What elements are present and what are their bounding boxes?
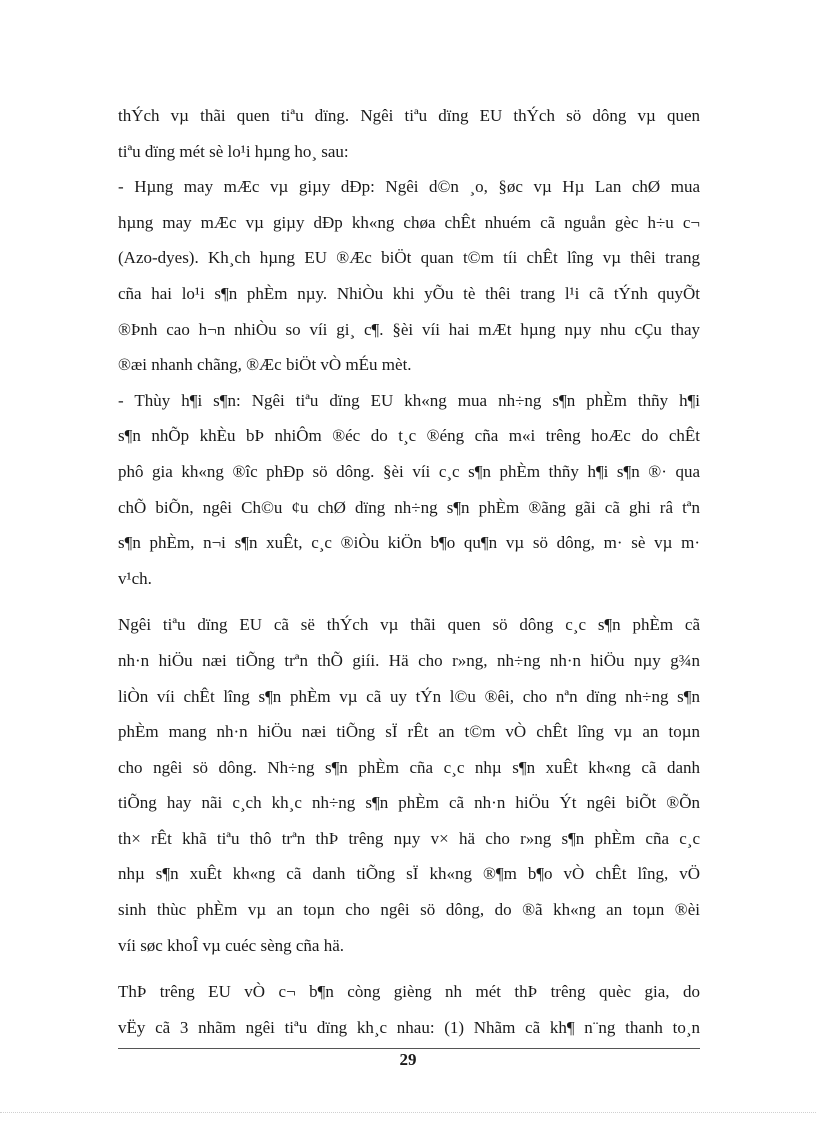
text-line: phô gia kh«ng ®îc phÐp sö dông. §èi víi c¸c s¶n phÈm thñy h¶i s¶n ®· qua <box>118 461 700 481</box>
text-line: chÕ biÕn, ngêi Ch©u ¢u chØ dïng nh÷ng s¶n phÈm ®ãng gãi cã ghi râ tªn <box>118 497 700 517</box>
text-line: - Hµng may mÆc vµ giµy dÐp: Ngêi d©n ¸o, §øc vµ Hµ Lan chØ mua <box>118 177 700 197</box>
text-line: thÝch vµ thãi quen tiªu dïng. Ngêi tiªu dïng EU thÝch sö dông vµ quen <box>118 106 700 125</box>
text-line: cho ngêi sö dông. Nh÷ng s¶n phÈm cña c¸c nhµ s¶n xuÊt kh«ng cã danh <box>118 757 700 777</box>
text-line: vËy cã 3 nhãm ngêi tiªu dïng kh¸c nhau: (1) Nhãm cã kh¶ n¨ng thanh to¸n <box>118 1017 700 1037</box>
text-line: tiÕng hay nãi c¸ch kh¸c nh÷ng s¶n phÈm cã nh·n hiÖu Ýt ngêi biÕt ®Õn <box>118 793 700 813</box>
text-line: (Azo-dyes). Kh¸ch hµng EU ®Æc biÖt quan t©m tíi chÊt lîng vµ thêi trang <box>118 248 700 268</box>
text-line: ThÞ trêng EU vÒ c¬ b¶n còng gièng nh mét thÞ trêng quèc gia, do <box>118 982 700 1002</box>
page-number: 29 <box>399 1050 417 1069</box>
body-text <box>118 98 700 1045</box>
paragraph <box>118 383 700 597</box>
text-line: nhµ s¶n xuÊt kh«ng cã danh tiÕng sÏ kh«ng ®¶m b¶o vÒ chÊt lîng, vÖ <box>118 864 700 884</box>
paragraph <box>118 974 700 1045</box>
paragraph <box>118 169 700 383</box>
text-line: v¹ch. <box>118 568 152 588</box>
text-line: ®Þnh cao h¬n nhiÒu so víi gi¸ c¶. §èi víi hai mÆt hµng nµy nhu cÇu thay <box>118 319 700 339</box>
text-line: liÒn víi chÊt lîng s¶n phÈm vµ cã uy tÝn l©u ®êi, cho nªn dïng nh÷ng s¶n <box>118 686 700 706</box>
text-line: s¶n nhÕp khÈu bÞ nhiÔm ®éc do t¸c ®éng cña m«i trêng hoÆc do chÊt <box>118 426 700 446</box>
text-line: nh·n hiÖu næi tiÕng trªn thÕ giíi. Hä cho r»ng, nh÷ng nh·n hiÖu nµy g¾n <box>118 650 700 670</box>
text-line: Ngêi tiªu dïng EU cã së thÝch vµ thãi quen sö dông c¸c s¶n phÈm cã <box>118 615 700 635</box>
text-line: sinh thùc phÈm vµ an toµn cho ngêi sö dông, do ®ã kh«ng an toµn ®èi <box>118 900 700 920</box>
text-line: phÈm mang nh·n hiÖu næi tiÕng sÏ rÊt an t©m vÒ chÊt lîng vµ an toµn <box>118 722 700 742</box>
paragraph <box>118 607 700 963</box>
text-line: - Thùy h¶i s¶n: Ngêi tiªu dïng EU kh«ng mua nh÷ng s¶n phÈm thñy h¶i <box>118 390 700 410</box>
footer-divider <box>118 1048 700 1049</box>
text-line: th× rÊt khã tiªu thô trªn thÞ trêng nµy v× hä cho r»ng s¶n phÈm cña c¸c <box>118 828 700 848</box>
text-line: ®æi nhanh chãng, ®Æc biÖt vÒ mÉu mèt. <box>118 355 412 375</box>
text-line: víi søc khoÎ vµ cuéc sèng cña hä. <box>118 935 344 955</box>
text-line: s¶n phÈm, n¬i s¶n xuÊt, c¸c ®iÒu kiÖn b¶o qu¶n vµ sö dông, m· sè vµ m· <box>118 533 700 553</box>
text-line: hµng may mÆc vµ giµy dÐp kh«ng chøa chÊt nhuém cã nguån gèc h÷u c¬ <box>118 212 700 232</box>
paragraph <box>118 98 700 169</box>
page-bottom-edge <box>0 1112 816 1113</box>
text-line: tiªu dïng mét sè lo¹i hµng ho¸ sau: <box>118 141 349 161</box>
paragraph-gap <box>118 963 700 974</box>
text-line: cña hai lo¹i s¶n phÈm nµy. NhiÒu khi yÕu tè thêi trang l¹i cã tÝnh quyÕt <box>118 283 700 303</box>
paragraph-gap <box>118 596 700 607</box>
